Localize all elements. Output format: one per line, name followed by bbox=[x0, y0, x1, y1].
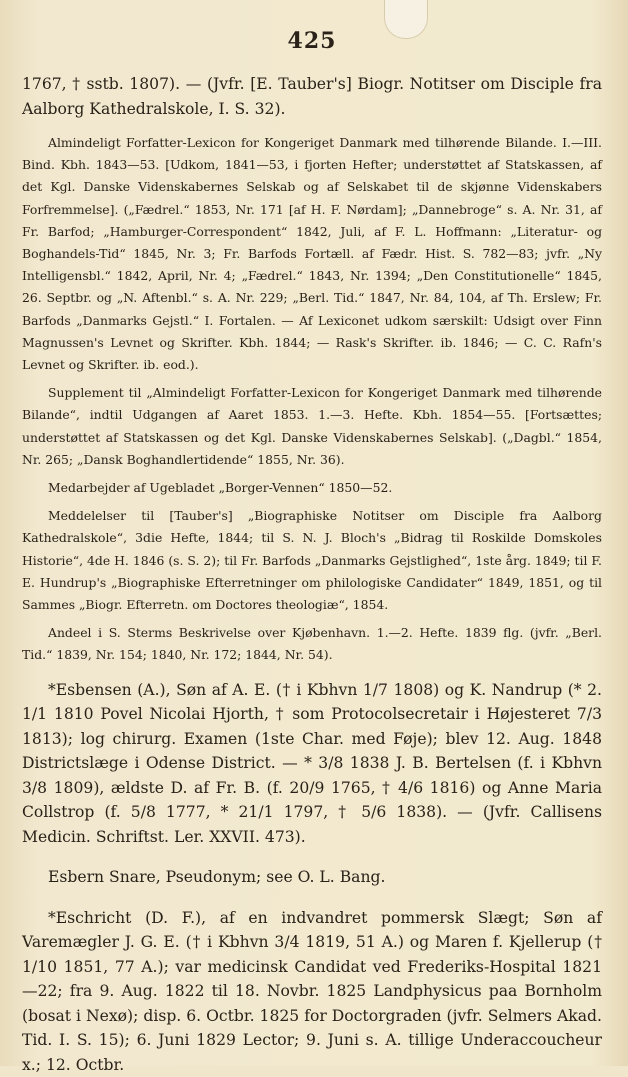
entry-esbern-snare: Esbern Snare, Pseudonym; see O. L. Bang. bbox=[48, 868, 386, 887]
page-number: 425 bbox=[287, 28, 337, 54]
paragraph-supplement: Supplement til „Almindeligt Forfatter-Lexicon for Kongeriget Danmark med tilhørende Bilande“, indtil Udgangen af Aaret 1853. 1.—3. Hefte. Kbh. 1854—55. [Fortsættes; understøttet af Statskassen og det Kgl. Danske Videnskabernes Selskab]. („Dagbl.“ 1854, Nr. 265; „Dansk Boghandlertidende“ 1855, Nr. 36). bbox=[22, 385, 602, 467]
paragraph-continuation: 1767, † sstb. 1807). — (Jvfr. [E. Tauber's] Biogr. Notitser om Disciple fra Aalborg Kathedralskole, I. S. 32). bbox=[22, 75, 602, 118]
paragraph-meddelelser: Meddelelser til [Tauber's] „Biographiske Notitser om Disciple fra Aalborg Kathedralskole“, 3die Hefte, 1844; til S. N. J. Bloch's „Bidrag til Roskilde Domskoles Historie“, 4de H. 1846 (s. S. 2); til Fr. Barfods „Danmarks Gejstlighed“, 1ste årg. 1849; til F. E. Hundrup's „Biographiske Efterretninger om philologiske Candidater“ 1849, 1851, og til Sammes „Biogr. Efterretn. om Doctores theologiæ“, 1854. bbox=[22, 508, 602, 613]
page-tab-notch bbox=[384, 0, 428, 39]
paragraph-forfatter-lexicon: Almindeligt Forfatter-Lexicon for Kongeriget Danmark med tilhørende Bilande. I.—III. Bind. Kbh. 1843—53. [Udkom, 1841—53, i fjorten Hefter; understøttet af Statskassen, af det Kgl. Danske Videnskabernes Selskab og af Selskabet til de skjønne Videnskabers Forfremmelse]. („Fædrel.“ 1853, Nr. 171 [af H. F. Nørdam]; „Dannebroge“ s. A. Nr. 31, af Fr. Barfod; „Hamburger-Correspondent“ 1842, Juli, af F. L. Hoffmann: „Literatur- og Boghandels-Tid“ 1845, Nr. 3; Fr. Barfods Fortæll. af Fædr. Hist. S. 782—83; jvfr. „Ny Intelligensbl.“ 1842, April, Nr. 4; „Fædrel.“ 1843, Nr. 1394; „Den Constitutionelle“ 1845, 26. Septbr. og „N. Aftenbl.“ s. A. Nr. 229; „Berl. Tid.“ 1847, Nr. 84, 104, af Th. Erslew; Fr. Barfods „Danmarks Gejstl.“ I. Fortalen. — Af Lexiconet udkom særskilt: Udsigt over Finn Magnussen's Levnet og Skrifter. Kbh. 1844; — Rask's Skrifter. ib. 1846; — C. C. Rafn's Levnet og Skrifter. ib. eod.). bbox=[22, 135, 602, 373]
paragraph-medarbejder: Medarbejder af Ugebladet „Borger-Vennen“ 1850—52. bbox=[48, 480, 393, 496]
paragraph-andeel: Andeel i S. Sterms Beskrivelse over Kjøbenhavn. 1.—2. Hefte. 1839 flg. (jvfr. „Berl. Tid.“ 1839, Nr. 154; 1840, Nr. 172; 1844, Nr. 54). bbox=[22, 625, 602, 663]
entry-esbensen: *Esbensen (A.), Søn af A. E. († i Kbhvn 1/7 1808) og K. Nandrup (* 2. 1/1 1810 Povel Nicolai Hjorth, † som Protocolsecretair i Højesteret 7/3 1813); log chirurg. Examen (1ste Char. med Føje); blev 12. Aug. 1848 Districtslæge i Odense District. — * 3/8 1838 J. B. Bertelsen (f. i Kbhvn 3/8 1809), ældste D. af Fr. B. (f. 20/9 1765, † 4/6 1816) og Anne Maria Collstrop (f. 5/8 1777, * 21/1 1797, † 5/6 1838). — (Jvfr. Callisens Medicin. Schriftst. Ler. XXVII. 473). bbox=[22, 680, 602, 846]
entry-eschricht: *Eschricht (D. F.), af en indvandret pommersk Slægt; Søn af Varemægler J. G. E. († i Kbhvn 3/4 1819, 51 A.) og Maren f. Kjellerup († 1/10 1851, 77 A.); var medicinsk Candidat ved Frederiks-Hospital 1821—22; fra 9. Aug. 1822 til 18. Novbr. 1825 Landphysicus paa Bornholm (bosat i Nexø); disp. 6. Octbr. 1825 for Doctorgraden (jvfr. Selmers Akad. Tid. I. S. 15); 6. Juni 1829 Lector; 9. Juni s. A. tillige Underaccoucheur x.; 12. Octbr. bbox=[22, 908, 602, 1074]
